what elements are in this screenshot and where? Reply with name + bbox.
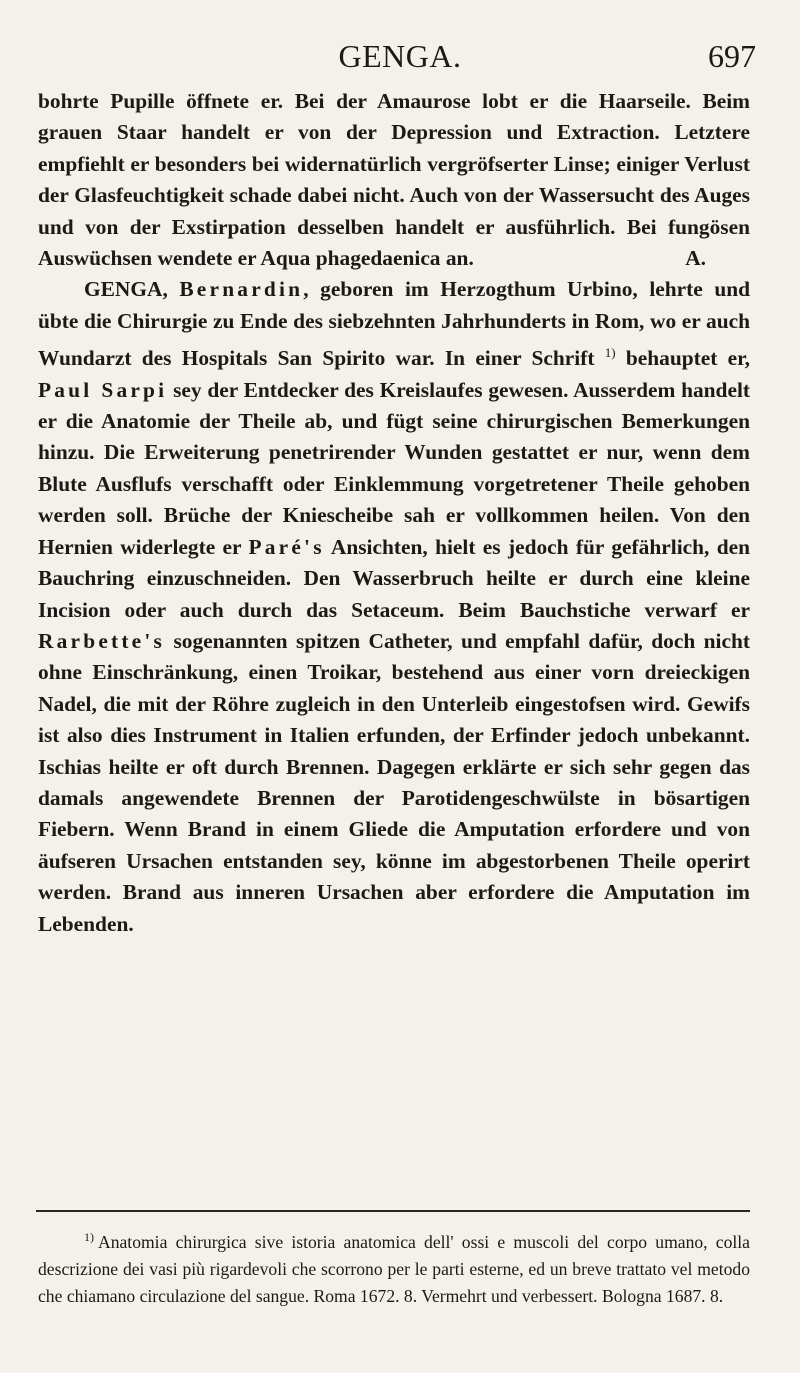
paragraph (38, 274, 750, 940)
paragraph-text: , geboren im Herzogthum Urbino, lehrte und übte die Chirurgie zu Ende des siebzehnten Jahrhunderts in Rom, wo er auch Wundarzt des Hospitals San Spirito war. In einer Schrift (38, 277, 751, 371)
body-text (38, 86, 750, 940)
paragraph-text: bohrte Pupille öffnete er. Bei der Amaurose lobt er die Haarseile. Beim grauen Staar handelt er von der Depression und Extraction. Letztere empfiehlt er besonders bei widernatürlich vergröfserter Linse; einiger Verlust der Glasfeuchtigkeit schade dabei nicht. Auch von der Wassersucht des Auges und von der Exstirpation desselben handelt er ausführlich. Bei fungösen Auswüchsen wendete er Aqua phagedaenica an. (38, 89, 750, 271)
paragraph (38, 86, 750, 274)
emphasized-name: Paré's (248, 534, 325, 559)
emphasized-name: Bernardin (179, 277, 304, 302)
footnote-rule (36, 1210, 750, 1212)
footnote (38, 1224, 750, 1310)
page-number: 697 (708, 38, 756, 74)
emphasized-name: Rarbette's (38, 628, 166, 653)
paragraph-text: sogenannten spitzen Catheter, und empfahl dafür, doch nicht ohne Einschränkung, einen Troikar, bestehend aus einer vorn dreieckigen Nadel, die mit der Röhre zugleich in den Unterleib eingestofsen wird. Gewifs ist also dies Instrument in Italien erfunden, der Erfinder jedoch unbekannt. Ischias heilte er oft durch Brennen. Dagegen erklärte er sich sehr gegen das damals angewendete Brennen der Parotidengeschwülste in bösartigen Fiebern. Wenn Brand in einem Gliede die Amputation erfordere und von äufseren Ursachen entstanden sey, könne im abgestorbenen Theile operirt werden. Brand aus inneren Ursachen aber erfordere die Amputation im Lebenden. (38, 628, 750, 936)
emphasized-name: Paul Sarpi (38, 377, 168, 402)
paragraph-text: Ansichten, hielt es jedoch für gefährlich, den Bauchring einzuschneiden. Den Wasserbruch heilte er durch eine kleine Incision oder auch durch das Setaceum. Beim Bauchstiche verwarf er (38, 534, 751, 622)
paragraph-text: GENGA, (84, 277, 180, 302)
footnote-text: Anatomia chirurgica sive istoria anatomica dell' ossi e muscoli del corpo umano, colla descrizione dei vasi più rigardevoli che scorrono per le parti esterne, ed un breve trattato vel metodo che chiamano circulazione del sangue. Roma 1672. 8. Vermehrt und verbessert. Bologna 1687. 8. (38, 1232, 750, 1306)
footnote-marker: 1) (84, 1230, 94, 1244)
running-head: GENGA. (338, 38, 462, 74)
author-signature: A. (685, 246, 706, 271)
paragraph-text: sey der Entdecker des Kreislaufes gewesen. Ausserdem handelt er die Anatomie der Theile ab, und fügt seine chirurgischen Bemerkungen hinzu. Die Erweiterung penetrirender Wunden gestattet er nur, wenn dem Blute Ausflufs verschafft oder Einklemmung vorgetretener Theile gehoben werden soll. Brüche der Kniescheibe sah er vollkommen heilen. Von den Hernien widerlegte er (38, 377, 751, 559)
page-header (36, 38, 764, 88)
footnote-reference: 1) (604, 345, 616, 361)
footnote-line (38, 1224, 750, 1310)
paragraph-text: behauptet er, (615, 346, 750, 371)
